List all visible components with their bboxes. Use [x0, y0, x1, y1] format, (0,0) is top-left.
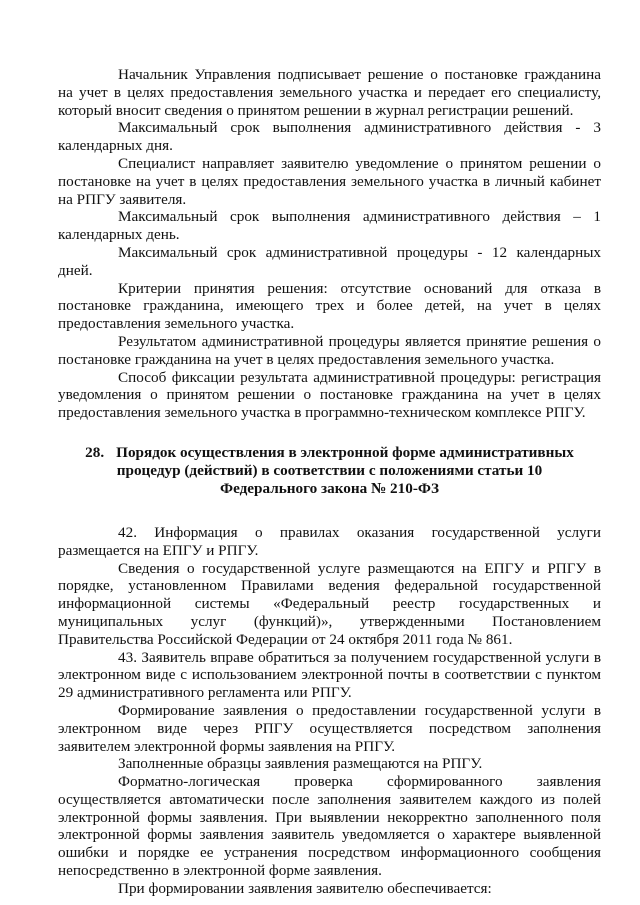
paragraph: Способ фиксации результата административной процедуры: регистрация уведомления о принятом решении о постановке гражданина на учет в целях предоставления земельного участка в программно-техническом комплексе РПГУ. [58, 368, 601, 422]
paragraph: 43. Заявитель вправе обратиться за получением государственной услуги в электронном виде с использованием электронной почты в соответствии с пунктом 29 административного регламента или РПГУ. [58, 648, 601, 702]
paragraph: Начальник Управления подписывает решение о постановке гражданина на учет в целях предоставления земельного участка и передает его специалисту, который вносит сведения о принятом решении в журнал регистрации решений. [58, 66, 601, 119]
paragraph: Максимальный срок выполнения административного действия – 1 календарных день. [58, 208, 601, 244]
paragraph: Максимальный срок административной процедуры - 12 календарных дней. [58, 243, 601, 279]
paragraph: Форматно-логическая проверка сформированного заявления осуществляется автоматически после заполнения заявителем каждого из полей электронной формы заявления. При выявлении некорректно заполненного поля электронной формы заявления заявитель уведомляется о характере выявленной ошибки и порядке ее устранения посредством информационного сообщения непосредственно в электронной форме заявления. [58, 773, 601, 880]
paragraph: Результатом административной процедуры является принятие решения о постановке гражданина на учет в целях предоставления земельного участка. [58, 332, 601, 368]
paragraph: Заполненные образцы заявления размещаются на РПГУ. [118, 755, 483, 773]
section-heading [72, 444, 587, 498]
document-body [58, 66, 601, 898]
paragraph: Сведения о государственной услуге размещаются на ЕПГУ и РПГУ в порядке, установленном Правилами ведения федеральной государственной информационной системы «Федеральный реестр государственных и муниципальных услуг (функций)», утвержденными Постановлением Правительства Российской Федерации от 24 октября 2011 года № 861. [58, 559, 601, 648]
paragraph: При формировании заявления заявителю обеспечивается: [118, 879, 492, 897]
paragraph: Формирование заявления о предоставлении государственной услуги в электронном виде через РПГУ осуществляется посредством заполнения заявителем электронной формы заявления на РПГУ. [58, 701, 601, 755]
paragraph: Максимальный срок выполнения административного действия - 3 календарных дня. [58, 119, 601, 155]
paragraph: 42. Информация о правилах оказания государственной услуги размещается на ЕПГУ и РПГУ. [58, 523, 601, 559]
paragraph: Критерии принятия решения: отсутствие оснований для отказа в постановке гражданина, имеющего трех и более детей, на учет в целях предоставления земельного участка. [58, 279, 601, 333]
paragraph: Специалист направляет заявителю уведомление о принятом решении о постановке на учет в целях предоставления земельного участка в личный кабинет на РПГУ заявителя. [58, 154, 601, 208]
section-title: Порядок осуществления в электронной форме административных процедур (действий) в соответствии с положениями статьи 10 Федерального закона № 210-ФЗ [116, 443, 574, 497]
section-number: 28. [85, 443, 105, 461]
